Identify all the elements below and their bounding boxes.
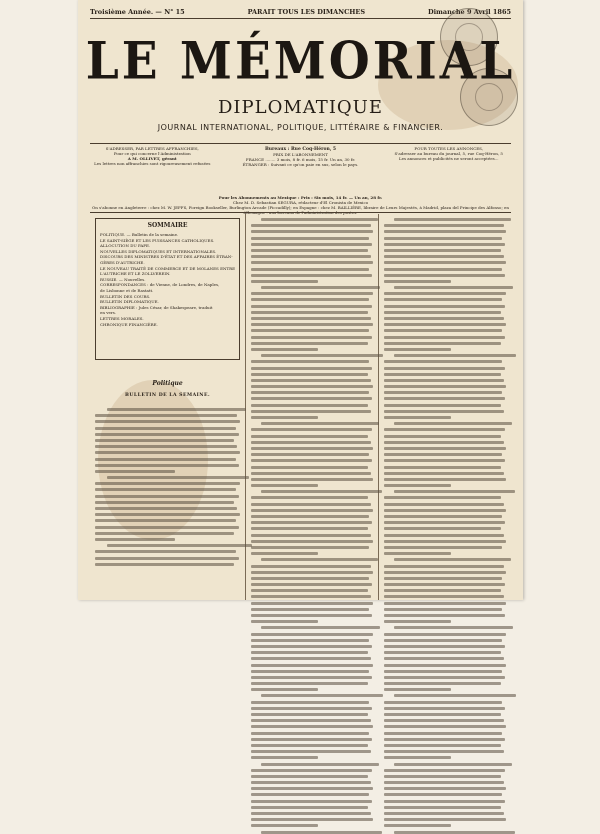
info-text: On s'abonne en Angleterre : chez M. W. JEFFS, Foreign Bookseller, Burlington Arcade (Piccadilly); en Espagne : chez M. BAILLIÈRE, libraire de Leurs Majestés, à Madrid, plaza del Principe des Alfonso; en Allemagne : aux bureaux de l'administration des postes. [91, 205, 510, 215]
info-text: FRANCE ........ 3 mois, 8 fr. 6 mois, 15 fr. Un an, 30 fr. [245, 157, 356, 162]
text-line [251, 701, 369, 704]
text-line [384, 818, 506, 821]
text-line [251, 397, 372, 400]
text-line [251, 608, 369, 611]
text-line [384, 311, 501, 314]
sommaire-item: LE NOUVEAU TRAITÉ DE COMMERCE ET DE MOLANES ENTRE [100, 265, 236, 271]
text-line [384, 478, 506, 481]
text-line [251, 540, 373, 543]
text-line [251, 336, 372, 339]
text-line [384, 435, 501, 438]
text-line [384, 249, 501, 252]
text-line [384, 230, 506, 233]
sommaire-item: CORRESPONDANCES : de Vienne, de Londres, de Naples, [100, 282, 220, 288]
text-line [384, 602, 506, 605]
text-line [95, 458, 236, 461]
text-line [384, 298, 502, 301]
text-line [384, 540, 506, 543]
newspaper-title: LE MÉMORIAL [85, 31, 516, 92]
text-line [394, 558, 511, 561]
text-line [251, 670, 369, 673]
text-line [251, 602, 373, 605]
sommaire-item: CHRONIQUE FINANCIÈRE. [100, 321, 158, 327]
text-line [95, 427, 236, 430]
text-line [384, 806, 501, 809]
sommaire-item: BIBLIOGRAPHIE : Jules César, de Shakespeare, traduit [100, 304, 213, 310]
text-line [384, 292, 506, 295]
text-line [384, 224, 504, 227]
text-line [251, 565, 371, 568]
text-line [384, 441, 504, 444]
text-line [384, 608, 502, 611]
text-line [251, 589, 368, 592]
text-line [95, 501, 234, 504]
text-line [384, 360, 502, 363]
text-line [384, 515, 502, 518]
text-line [384, 496, 501, 499]
text-line [261, 831, 382, 834]
text-line [384, 484, 451, 487]
info-text: ÉTRANGER : Suivant ce qu'on paie en sus, selon le pays. [242, 162, 359, 167]
text-line [251, 224, 371, 227]
text-line [261, 763, 379, 766]
sommaire-title: SOMMAIRE [147, 222, 188, 229]
text-line [384, 707, 505, 710]
text-line [394, 422, 512, 425]
info-text: Pour ce qui concerne l'Administration [113, 151, 191, 156]
text-line [95, 433, 239, 436]
text-line [394, 763, 512, 766]
text-line [384, 645, 505, 648]
text-line [251, 237, 369, 240]
info-text: S'ADRESSER, PAR LETTRES AFFRANCHIES, [105, 146, 199, 151]
text-line [95, 550, 236, 553]
text-line [261, 286, 381, 289]
text-line [95, 420, 240, 423]
text-line [251, 249, 368, 252]
text-line [384, 633, 506, 636]
text-line [95, 470, 175, 473]
text-line [384, 589, 501, 592]
text-line [384, 367, 505, 370]
text-line [384, 255, 504, 258]
text-line [251, 639, 369, 642]
text-line [95, 488, 236, 491]
text-line [95, 507, 237, 510]
column-2 [246, 214, 379, 600]
issue-date: Dimanche 9 Avril 1865 [427, 8, 511, 16]
text-line [384, 342, 501, 345]
text-line [251, 447, 373, 450]
text-line [251, 453, 369, 456]
text-line [251, 645, 372, 648]
text-line [251, 775, 368, 778]
text-line [251, 651, 368, 654]
text-line [384, 781, 504, 784]
info-text: Les annonces et publicités ne seront acceptées... [398, 156, 499, 161]
text-line [251, 725, 373, 728]
text-line [251, 657, 371, 660]
sommaire-item: L'AUTRICHE ET LE ZOLLVEREIN. [100, 271, 171, 277]
text-line [251, 713, 368, 716]
text-line [384, 744, 501, 747]
text-line [95, 526, 239, 529]
sommaire-item: de Lisbonne et de Rastatt. [100, 287, 154, 293]
text-line [251, 688, 318, 691]
text-line [251, 818, 373, 821]
text-line [251, 428, 372, 431]
text-line [384, 527, 501, 530]
text-line [384, 800, 505, 803]
text-line [251, 503, 371, 506]
text-line [384, 787, 506, 790]
text-line [384, 261, 506, 264]
text-line [251, 738, 372, 741]
text-line [394, 831, 515, 834]
text-line [261, 694, 383, 697]
text-line [251, 571, 373, 574]
info-text: Bureaux : Rue Coq-Héron, 5 [264, 147, 337, 152]
text-line [384, 521, 505, 524]
text-line [95, 557, 239, 560]
divider [90, 143, 511, 144]
column-3 [379, 214, 511, 600]
text-line [261, 218, 378, 221]
text-line [251, 595, 371, 598]
text-line [251, 348, 318, 351]
text-line [384, 546, 502, 549]
section-title: Politique [152, 380, 183, 387]
text-line [251, 793, 369, 796]
text-line [261, 626, 381, 629]
text-line [394, 354, 516, 357]
text-line [251, 292, 373, 295]
text-line [384, 509, 506, 512]
text-line [251, 385, 373, 388]
article-body [384, 218, 506, 834]
text-line [251, 391, 369, 394]
text-line [251, 416, 318, 419]
text-line [384, 503, 504, 506]
text-line [384, 472, 504, 475]
issue-number: Troisième Année. — N° 15 [90, 8, 185, 16]
text-line [251, 317, 371, 320]
text-line [251, 620, 318, 623]
text-line [384, 373, 501, 376]
text-line [261, 558, 378, 561]
text-line [251, 435, 368, 438]
text-line [384, 732, 502, 735]
text-line [251, 496, 368, 499]
text-line [384, 237, 502, 240]
text-line [251, 664, 373, 667]
text-line [251, 466, 368, 469]
text-line [384, 713, 501, 716]
text-line [384, 565, 504, 568]
text-line [384, 775, 501, 778]
text-line [394, 490, 515, 493]
text-line [95, 451, 240, 454]
subscription-info [90, 146, 511, 194]
text-line [95, 563, 234, 566]
text-line [251, 373, 368, 376]
text-line [384, 317, 504, 320]
sommaire-item: en vers. [100, 310, 117, 316]
text-line [251, 410, 371, 413]
text-line [384, 268, 502, 271]
column-1 [90, 214, 246, 600]
sommaire-item: LETTRES MORALES. [100, 315, 144, 321]
text-line [394, 626, 514, 629]
text-line [384, 466, 501, 469]
text-line [251, 379, 371, 382]
text-line [251, 478, 373, 481]
text-line [251, 546, 369, 549]
text-line [107, 408, 246, 411]
article-body [95, 408, 240, 566]
text-line [384, 824, 451, 827]
article-title: BULLETIN DE LA SEMAINE. [124, 393, 211, 398]
text-line [251, 441, 371, 444]
text-line [384, 243, 505, 246]
text-line [384, 329, 502, 332]
text-line [251, 323, 373, 326]
text-line [384, 305, 505, 308]
text-line [251, 552, 318, 555]
text-line [384, 719, 504, 722]
text-line [384, 738, 505, 741]
sommaire-item: BULLETIN DIPLOMATIQUE. [100, 299, 159, 305]
text-line [251, 756, 318, 759]
text-line [251, 812, 371, 815]
text-line [95, 414, 237, 417]
text-line [95, 495, 239, 498]
sommaire-item: RUSSIE. — Nouvelles. [100, 276, 146, 282]
info-text: Les lettres non affranchies sont rigoureusement refusées [94, 161, 211, 166]
info-text: S'adresser au bureau du journal, 5, rue Coq-Héron, 5 [394, 151, 503, 156]
text-line [384, 670, 502, 673]
article-columns [90, 214, 511, 600]
text-line [261, 354, 383, 357]
text-line [384, 447, 506, 450]
text-line [251, 360, 369, 363]
text-line [251, 404, 368, 407]
text-line [95, 445, 237, 448]
text-line [251, 719, 371, 722]
text-line [384, 651, 501, 654]
info-text: POUR TOUTES LES ANNONCES, [414, 146, 484, 151]
text-line [251, 577, 369, 580]
text-line [384, 534, 504, 537]
text-line [107, 544, 252, 547]
text-line [384, 274, 505, 277]
text-line [251, 744, 368, 747]
text-line [251, 781, 371, 784]
text-line [384, 614, 505, 617]
text-line [95, 464, 239, 467]
info-text: PRIX DE L'ABONNEMENT [273, 152, 328, 157]
text-line [251, 255, 371, 258]
text-line [384, 639, 502, 642]
text-line [251, 280, 318, 283]
text-line [251, 633, 373, 636]
text-line [384, 336, 505, 339]
text-line [394, 286, 514, 289]
text-line [384, 577, 502, 580]
text-line [251, 342, 368, 345]
text-line [384, 595, 504, 598]
text-line [251, 230, 373, 233]
text-line [384, 404, 501, 407]
newspaper-subtitle: DIPLOMATIQUE [218, 97, 383, 118]
text-line [384, 769, 505, 772]
text-line [251, 329, 369, 332]
text-line [384, 552, 451, 555]
text-line [251, 367, 372, 370]
text-line [251, 472, 371, 475]
text-line [95, 513, 240, 516]
text-line [261, 490, 382, 493]
text-line [251, 707, 372, 710]
text-line [261, 422, 379, 425]
text-line [251, 614, 372, 617]
text-line [394, 218, 511, 221]
text-line [384, 657, 504, 660]
text-line [251, 806, 368, 809]
text-line [251, 676, 372, 679]
text-line [384, 701, 502, 704]
publication-schedule: PARAIT TOUS LES DIMANCHES [247, 8, 366, 16]
text-line [384, 682, 501, 685]
text-line [384, 397, 505, 400]
sommaire-item: ALLOCUTION DU PAPE. [100, 243, 151, 249]
text-line [384, 379, 504, 382]
sommaire-item: GÈRES D'AUTRICHE. [100, 259, 145, 265]
text-line [251, 732, 369, 735]
text-line [384, 428, 505, 431]
sommaire-box [95, 218, 240, 360]
text-line [95, 532, 234, 535]
text-line [384, 676, 505, 679]
text-line [384, 688, 451, 691]
sommaire-item: BULLETIN DES COURS. [100, 293, 151, 299]
text-line [384, 459, 505, 462]
text-line [384, 280, 451, 283]
text-line [251, 521, 372, 524]
text-line [251, 583, 372, 586]
text-line [251, 824, 318, 827]
text-line [95, 538, 175, 541]
text-line [251, 311, 368, 314]
text-line [251, 515, 369, 518]
text-line [384, 571, 506, 574]
info-text: Pour les Abonnements au Mexique : Prix : Six mois, 14 fr. — Un an, 28 fr. [218, 195, 383, 200]
text-line [251, 243, 372, 246]
text-line [384, 664, 506, 667]
text-line [251, 750, 371, 753]
text-line [384, 385, 506, 388]
text-line [251, 769, 372, 772]
text-line [384, 410, 504, 413]
text-line [384, 725, 506, 728]
text-line [107, 476, 249, 479]
text-line [251, 787, 373, 790]
text-line [251, 534, 371, 537]
divider [90, 212, 511, 213]
text-line [384, 323, 506, 326]
text-line [384, 750, 504, 753]
text-line [384, 793, 502, 796]
sommaire-item: NOUVELLES DIPLOMATIQUES ET INTERNATIONALES. [100, 248, 217, 254]
text-line [251, 800, 372, 803]
sommaire-item: DISCOURS DES MINISTRES D'ÉTAT ET DES AFFAIRES ÉTRAN- [100, 254, 233, 260]
info-text: Chez M. D. Sebastian SEGURA, rédacteur d'El Cronista de Mexico [232, 200, 369, 205]
sommaire-item: LE SAINT-SIÈGE ET LES PUISSANCES CATHOLIQUES. [100, 237, 215, 243]
text-line [384, 620, 451, 623]
info-text: A M. OLLIVET, gérant [127, 156, 177, 161]
text-line [251, 484, 318, 487]
text-line [384, 756, 451, 759]
text-line [384, 348, 451, 351]
text-line [251, 305, 372, 308]
sommaire-item: POLITIQUE. — Bulletin de la semaine. [100, 232, 179, 237]
text-line [384, 391, 502, 394]
newspaper-page [78, 0, 523, 600]
text-line [384, 416, 451, 419]
text-line [384, 453, 502, 456]
text-line [95, 519, 236, 522]
sommaire-list [100, 232, 235, 327]
text-line [251, 274, 372, 277]
text-line [384, 583, 505, 586]
text-line [251, 459, 372, 462]
text-line [394, 694, 516, 697]
text-line [251, 261, 373, 264]
text-line [251, 509, 373, 512]
text-line [251, 268, 369, 271]
text-line [251, 298, 369, 301]
text-line [384, 812, 504, 815]
newspaper-tagline: JOURNAL INTERNATIONAL, POLITIQUE, LITTÉRAIRE & FINANCIER. [157, 123, 444, 132]
article-body [251, 218, 373, 834]
text-line [95, 482, 240, 485]
text-line [251, 527, 368, 530]
text-line [95, 439, 234, 442]
text-line [251, 682, 368, 685]
